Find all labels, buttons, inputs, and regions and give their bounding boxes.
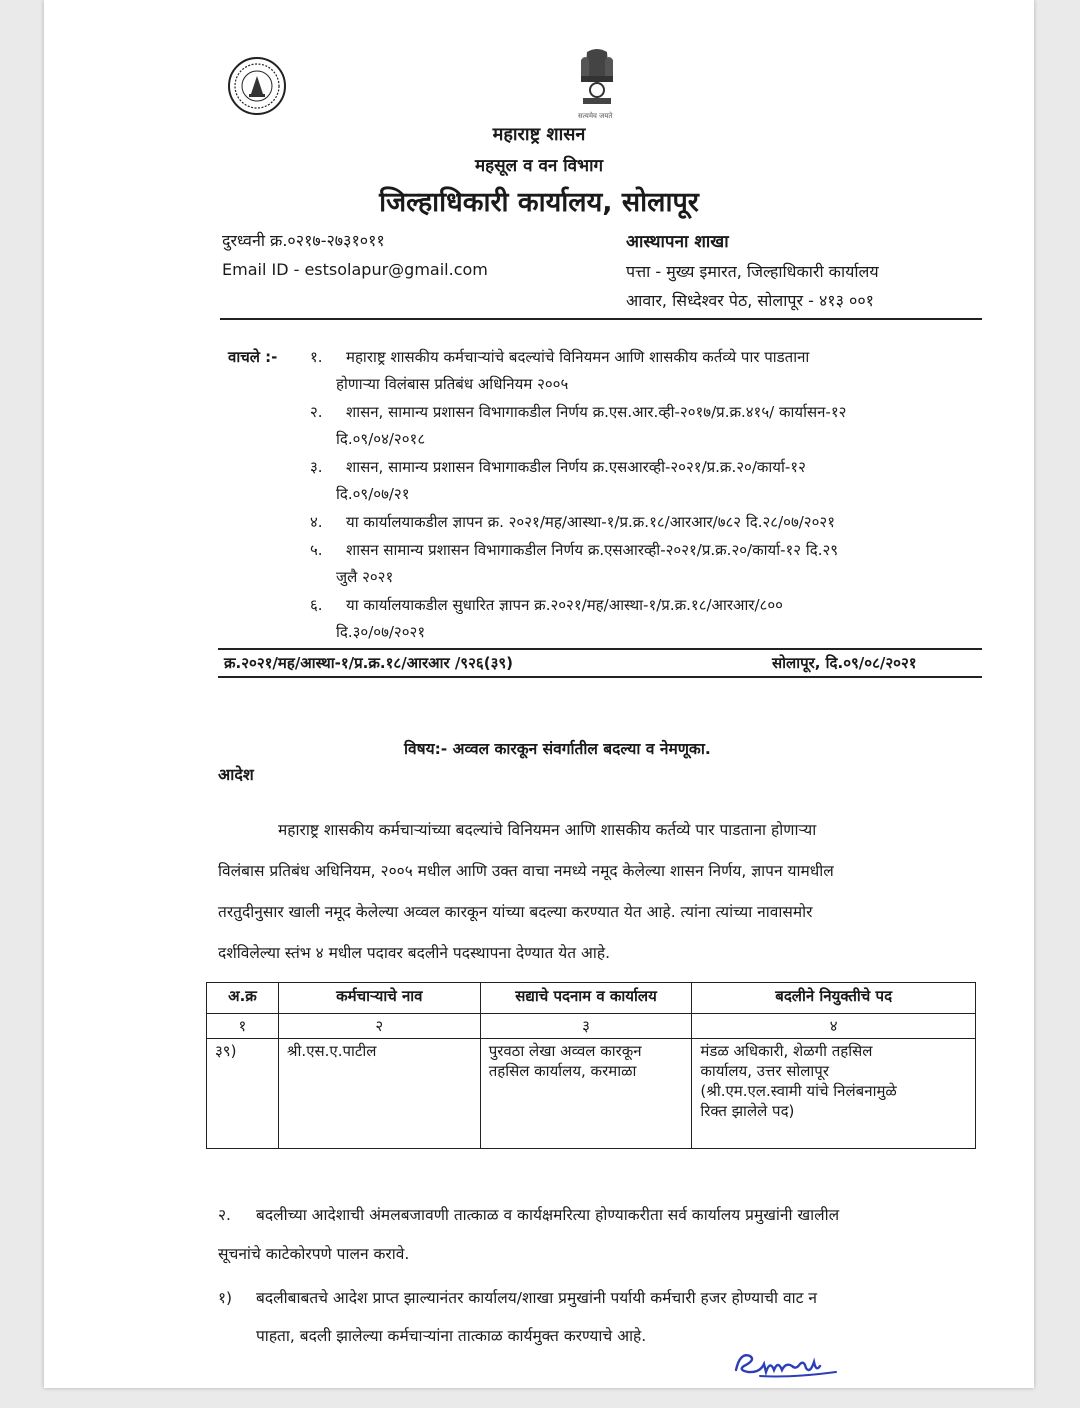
ref-line: दि.३०/०७/२०२१ (336, 623, 426, 641)
email-id: Email ID - estsolapur@gmail.com (222, 260, 488, 279)
ref-number: ३. (310, 458, 323, 476)
govt-name: महाराष्ट्र शासन (492, 124, 586, 145)
ref-divider-top (218, 648, 982, 650)
ref-line: दि.०९/०४/२०१८ (336, 430, 426, 448)
ref-number: २. (310, 403, 323, 421)
branch-name: आस्थापना शाखा (626, 232, 729, 252)
table-header: सद्याचे पदनाम व कार्यालय (480, 983, 692, 1014)
table-header-row (207, 983, 976, 1014)
point-line: बदलीच्या आदेशाची अंमलबजावणी तात्काळ व कार्यक्षमरित्या होण्याकरीता सर्व कार्यालय प्रमुखांनी खालील (256, 1206, 840, 1224)
department-name: महसूल व वन विभाग (474, 156, 604, 176)
table-header: अ.क्र (207, 983, 279, 1014)
order-heading: आदेश (218, 765, 254, 784)
column-number: १ (207, 1014, 279, 1039)
ref-line: महाराष्ट्र शासकीय कर्मचाऱ्यांचे बदल्यांचे विनियमन आणि शासकीय कर्तव्ये पार पाडताना (346, 348, 810, 366)
ref-line: या कार्यालयाकडील सुधारित ज्ञापन क्र.२०२१/मह/आस्था-१/प्र.क्र.१८/आरआर/८०० (346, 596, 783, 614)
cell-new-post (692, 1039, 976, 1149)
paragraph-line: तरतुदीनुसार खाली नमूद केलेल्या अव्वल कारकून यांच्या बदल्या करण्यात येत आहे. त्यांना त्यांच्या नावासमोर (218, 903, 813, 921)
paragraph-line: दर्शविलेल्या स्तंभ ४ मधील पदावर बदलीने पदस्थापना देण्यात येत आहे. (218, 944, 611, 962)
new-post-line: रिक्त झालेले पद) (700, 1102, 795, 1120)
ref-number: १. (310, 348, 323, 366)
emblem-motto: सत्यमेव जयते (578, 112, 613, 120)
point-line: सूचनांचे काटेकोरपणे पालन करावे. (218, 1245, 410, 1263)
table-header: कर्मचाऱ्याचे नाव (278, 983, 480, 1014)
cell-employee-name: श्री.एस.ए.पाटील (278, 1039, 480, 1149)
office-title: जिल्हाधिकारी कार्यालय, सोलापूर (379, 187, 699, 218)
ref-line: दि.०९/०७/२१ (336, 485, 410, 503)
ref-line: शासन सामान्य प्रशासन विभागाकडील निर्णय क्र.एसआरव्ही-२०२१/प्र.क्र.२०/कार्या-१२ दि.२९ (346, 541, 839, 559)
table-column-number-row (207, 1014, 976, 1039)
ref-line: जुलै २०२१ (336, 568, 394, 586)
current-post-line: तहसिल कार्यालय, करमाळा (488, 1062, 637, 1080)
ref-line: शासन, सामान्य प्रशासन विभागाकडील निर्णय क्र.एस.आर.व्ही-२०१७/प्र.क्र.४१५/ कार्यासन-१२ (346, 403, 847, 421)
cell-serial: ३९) (207, 1039, 279, 1149)
ref-line: या कार्यालयाकडील ज्ञापन क्र. २०२१/मह/आस्था-१/प्र.क्र.१८/आरआर/७८२ दि.२८/०७/२०२१ (346, 513, 836, 531)
new-post-line: (श्री.एम.एल.स्वामी यांचे निलंबनामुळे (700, 1082, 897, 1100)
order-place-date: सोलापूर, दि.०९/०८/२०२१ (772, 654, 917, 672)
references-label: वाचले :- (228, 348, 278, 366)
subject: विषय:- अव्वल कारकून संवर्गातील बदल्या व नेमणूका. (404, 740, 711, 758)
header-divider (220, 318, 982, 320)
new-post-line: कार्यालय, उत्तर सोलापूर (700, 1062, 829, 1080)
order-number: क्र.२०२१/मह/आस्था-१/प्र.क्र.१८/आरआर /९२६(३९) (224, 654, 514, 672)
national-emblem-icon (573, 46, 621, 120)
document-page (44, 0, 1034, 1388)
column-number: ३ (480, 1014, 692, 1039)
paragraph-line: महाराष्ट्र शासकीय कर्मचाऱ्यांच्या बदल्यांचे विनियमन आणि शासकीय कर्तव्ये पार पाडताना होणाऱ्या (278, 821, 817, 839)
ref-number: ४. (310, 513, 323, 531)
new-post-line: मंडळ अधिकारी, शेळगी तहसिल (700, 1042, 873, 1060)
column-number: २ (278, 1014, 480, 1039)
column-number: ४ (692, 1014, 976, 1039)
point-line: बदलीबाबतचे आदेश प्राप्त झाल्यानंतर कार्यालय/शाखा प्रमुखांनी पर्यायी कर्मचारी हजर होण्याची वाट न (256, 1289, 817, 1307)
cell-current-post (480, 1039, 692, 1149)
ref-divider-bottom (218, 676, 982, 678)
signature-initials-icon (730, 1342, 840, 1382)
maharashtra-seal-icon (227, 56, 287, 116)
transfer-table (206, 982, 976, 1149)
current-post-line: पुरवठा लेखा अव्वल कारकून (488, 1042, 642, 1060)
ref-number: ५. (310, 541, 323, 559)
ref-line: शासन, सामान्य प्रशासन विभागाकडील निर्णय क्र.एसआरव्ही-२०२१/प्र.क्र.२०/कार्या-१२ (346, 458, 806, 476)
ref-line: होणाऱ्या विलंबास प्रतिबंध अधिनियम २००५ (336, 375, 569, 393)
point-number: १) (218, 1289, 233, 1307)
table-row (207, 1039, 976, 1149)
phone-number: दुरध्वनी क्र.०२१७-२७३१०११ (222, 231, 385, 250)
point-number: २. (218, 1206, 231, 1224)
ref-number: ६. (310, 596, 323, 614)
paragraph-line: विलंबास प्रतिबंध अधिनियम, २००५ मधील आणि उक्त वाचा नमध्ये नमूद केलेल्या शासन निर्णय, ज्ञापन यामधील (218, 862, 834, 880)
point-line: पाहता, बदली झालेल्या कर्मचाऱ्यांना तात्काळ कार्यमुक्त करण्याचे आहे. (256, 1327, 647, 1345)
address-line2: आवार, सिध्देश्वर पेठ, सोलापूर - ४१३ ००१ (626, 291, 874, 310)
address-line1: पत्ता - मुख्य इमारत, जिल्हाधिकारी कार्यालय (626, 262, 879, 281)
table-header: बदलीने नियुक्तीचे पद (692, 983, 976, 1014)
